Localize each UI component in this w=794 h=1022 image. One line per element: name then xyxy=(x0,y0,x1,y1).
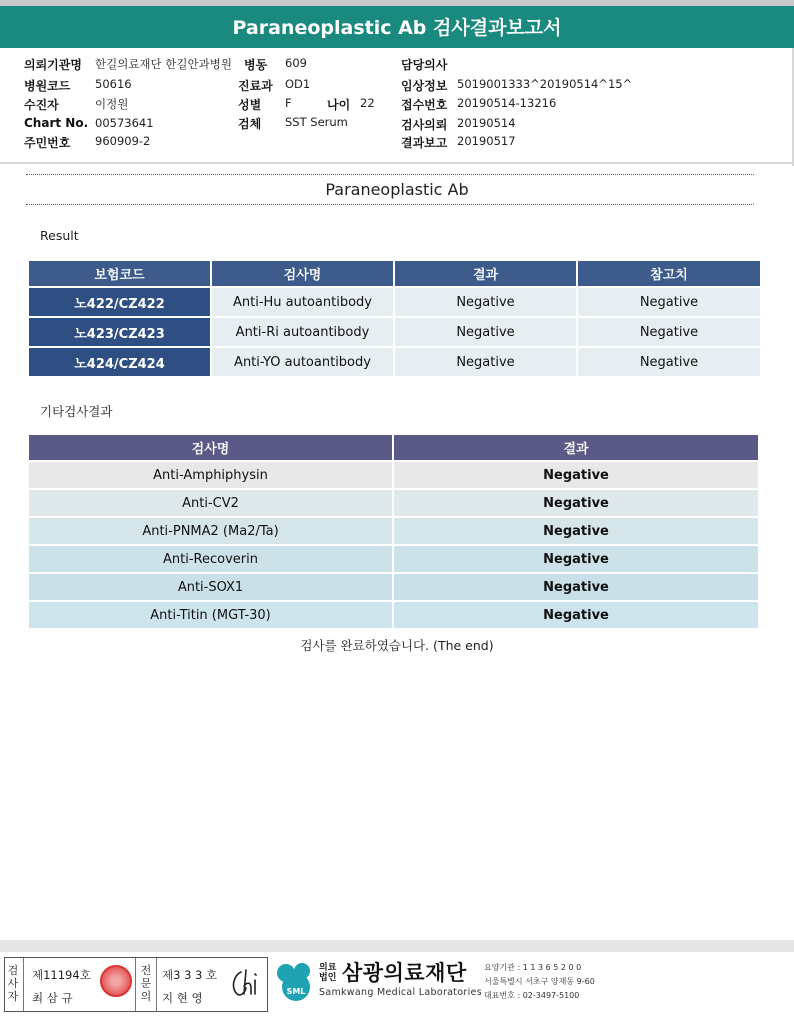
header-result: 결과 xyxy=(394,435,758,460)
header-test-name: 검사명 xyxy=(212,261,393,286)
reference-cell: Negative xyxy=(578,288,760,316)
test-name-cell: Anti-CV2 xyxy=(29,490,392,516)
specialist-name: 지 현 영 xyxy=(162,991,203,1005)
test-name-cell: Anti-Hu autoantibody xyxy=(212,288,393,316)
divider xyxy=(23,958,24,1011)
reference-cell: Negative xyxy=(578,318,760,346)
result-cell: Negative xyxy=(394,518,758,544)
brand-sub-line: 법인 xyxy=(319,973,337,983)
examiner-label xyxy=(6,964,20,1003)
brand-name: 삼광의료재단 xyxy=(342,961,467,985)
doctor-label: 담당의사 xyxy=(401,58,448,72)
age-label: 나이 xyxy=(327,98,351,112)
seal-stamp-icon xyxy=(100,965,132,997)
receipt-no-label: 접수번호 xyxy=(401,98,448,112)
result-cell: Negative xyxy=(394,574,758,600)
reference-cell: Negative xyxy=(578,348,760,376)
brand-sub xyxy=(319,963,336,983)
report-date-value: 20190517 xyxy=(457,134,516,148)
header-test-name: 검사명 xyxy=(29,435,392,460)
specimen-label: 검체 xyxy=(238,117,262,131)
result-cell: Negative xyxy=(395,318,576,346)
result-label: Result xyxy=(40,228,79,243)
specialist-license: 제3 3 3 호 xyxy=(162,968,218,982)
header-result: 결과 xyxy=(395,261,576,286)
examiner-license: 제11194호 xyxy=(32,968,91,982)
result-cell: Negative xyxy=(395,348,576,376)
insurance-code-cell: 노424/CZ424 xyxy=(29,348,210,376)
institution-label: 의뢰기관명 xyxy=(24,58,82,72)
test-name-cell: Anti-YO autoantibody xyxy=(212,348,393,376)
sex-value: F xyxy=(285,96,292,110)
signature-icon xyxy=(227,966,265,1000)
department-label: 진료과 xyxy=(238,79,273,93)
examinee-value: 이정원 xyxy=(95,97,129,111)
patient-info-block xyxy=(0,48,794,164)
ward-value: 609 xyxy=(285,56,307,70)
insurance-code-cell: 노423/CZ423 xyxy=(29,318,210,346)
table-row xyxy=(29,462,758,488)
divider xyxy=(135,958,136,1011)
specimen-value: SST Serum xyxy=(285,115,348,129)
test-name-cell: Anti-SOX1 xyxy=(29,574,392,600)
test-name-cell: Anti-Recoverin xyxy=(29,546,392,572)
institution-value: 한길의료재단 한길안과병원 xyxy=(95,57,232,71)
signature-box xyxy=(4,957,268,1012)
brand-info-line: 서울특별시 서초구 양재동 9-60 xyxy=(484,977,595,986)
specialist-label-char: 의 xyxy=(140,990,152,1003)
brand-info-line: 요양기관 : 1 1 3 6 5 2 0 0 xyxy=(484,963,582,972)
sex-label: 성별 xyxy=(238,98,262,112)
result-table xyxy=(29,261,762,376)
test-name-cell: Anti-Ri autoantibody xyxy=(212,318,393,346)
table-row xyxy=(29,318,762,346)
result-cell: Negative xyxy=(394,602,758,628)
other-results-label: 기타검사결과 xyxy=(40,404,113,419)
divider xyxy=(156,958,157,1011)
request-date-value: 20190514 xyxy=(457,116,516,130)
test-name-cell: Anti-Amphiphysin xyxy=(29,462,392,488)
table-row xyxy=(29,574,758,600)
brand-info-line: 대표번호 : 02-3497-5100 xyxy=(484,991,580,1000)
result-cell: Negative xyxy=(394,490,758,516)
divider-top xyxy=(26,174,754,175)
ward-label: 병동 xyxy=(244,58,268,72)
request-date-label: 검사의뢰 xyxy=(401,118,448,132)
header-insurance-code: 보험코드 xyxy=(29,261,210,286)
chart-no-value: 00573641 xyxy=(95,116,154,130)
brand-english-name: Samkwang Medical Laboratories xyxy=(319,987,482,998)
examinee-label: 수진자 xyxy=(24,98,59,112)
examiner-label-char: 검 xyxy=(7,964,19,977)
resident-no-value: 960909-2 xyxy=(95,134,151,148)
examiner-label-char: 자 xyxy=(7,990,19,1003)
table-row xyxy=(29,288,762,316)
clinical-info-label: 임상정보 xyxy=(401,79,448,93)
other-table-header xyxy=(29,435,758,460)
logo-text: SML xyxy=(286,987,306,996)
result-table-header xyxy=(29,261,762,286)
examiner-name: 최 삼 규 xyxy=(32,991,73,1005)
clinical-info-value: 5019001333^20190514^15^ xyxy=(457,77,633,91)
hospital-code-label: 병원코드 xyxy=(24,79,71,93)
table-row xyxy=(29,518,758,544)
age-value: 22 xyxy=(360,96,375,110)
resident-no-label: 주민번호 xyxy=(24,136,71,150)
receipt-no-value: 20190514-13216 xyxy=(457,96,557,110)
section-title: Paraneoplastic Ab xyxy=(325,180,469,199)
chart-no-label: Chart No. xyxy=(24,116,89,130)
footer-strip xyxy=(0,940,794,952)
report-title: Paraneoplastic Ab 검사결과보고서 xyxy=(0,6,794,48)
specialist-label-char: 문 xyxy=(140,977,152,990)
end-message: 검사를 완료하였습니다. (The end) xyxy=(300,638,494,653)
test-name-cell: Anti-PNMA2 (Ma2/Ta) xyxy=(29,518,392,544)
result-cell: Negative xyxy=(394,546,758,572)
header-reference: 참고치 xyxy=(578,261,760,286)
brand-sub-line: 의료 xyxy=(319,963,337,973)
examiner-label-char: 사 xyxy=(7,977,19,990)
test-name-cell: Anti-Titin (MGT-30) xyxy=(29,602,392,628)
result-cell: Negative xyxy=(394,462,758,488)
sml-logo-icon xyxy=(272,959,318,1005)
specialist-label xyxy=(139,964,153,1003)
table-row xyxy=(29,490,758,516)
specialist-label-char: 전 xyxy=(140,964,152,977)
table-row xyxy=(29,348,762,376)
table-row xyxy=(29,602,758,628)
brand-logo-area xyxy=(270,957,790,1012)
report-date-label: 결과보고 xyxy=(401,136,448,150)
table-row xyxy=(29,546,758,572)
result-cell: Negative xyxy=(395,288,576,316)
department-value: OD1 xyxy=(285,77,311,91)
divider-bottom xyxy=(26,204,754,205)
insurance-code-cell: 노422/CZ422 xyxy=(29,288,210,316)
other-results-table xyxy=(29,435,758,628)
hospital-code-value: 50616 xyxy=(95,77,132,91)
